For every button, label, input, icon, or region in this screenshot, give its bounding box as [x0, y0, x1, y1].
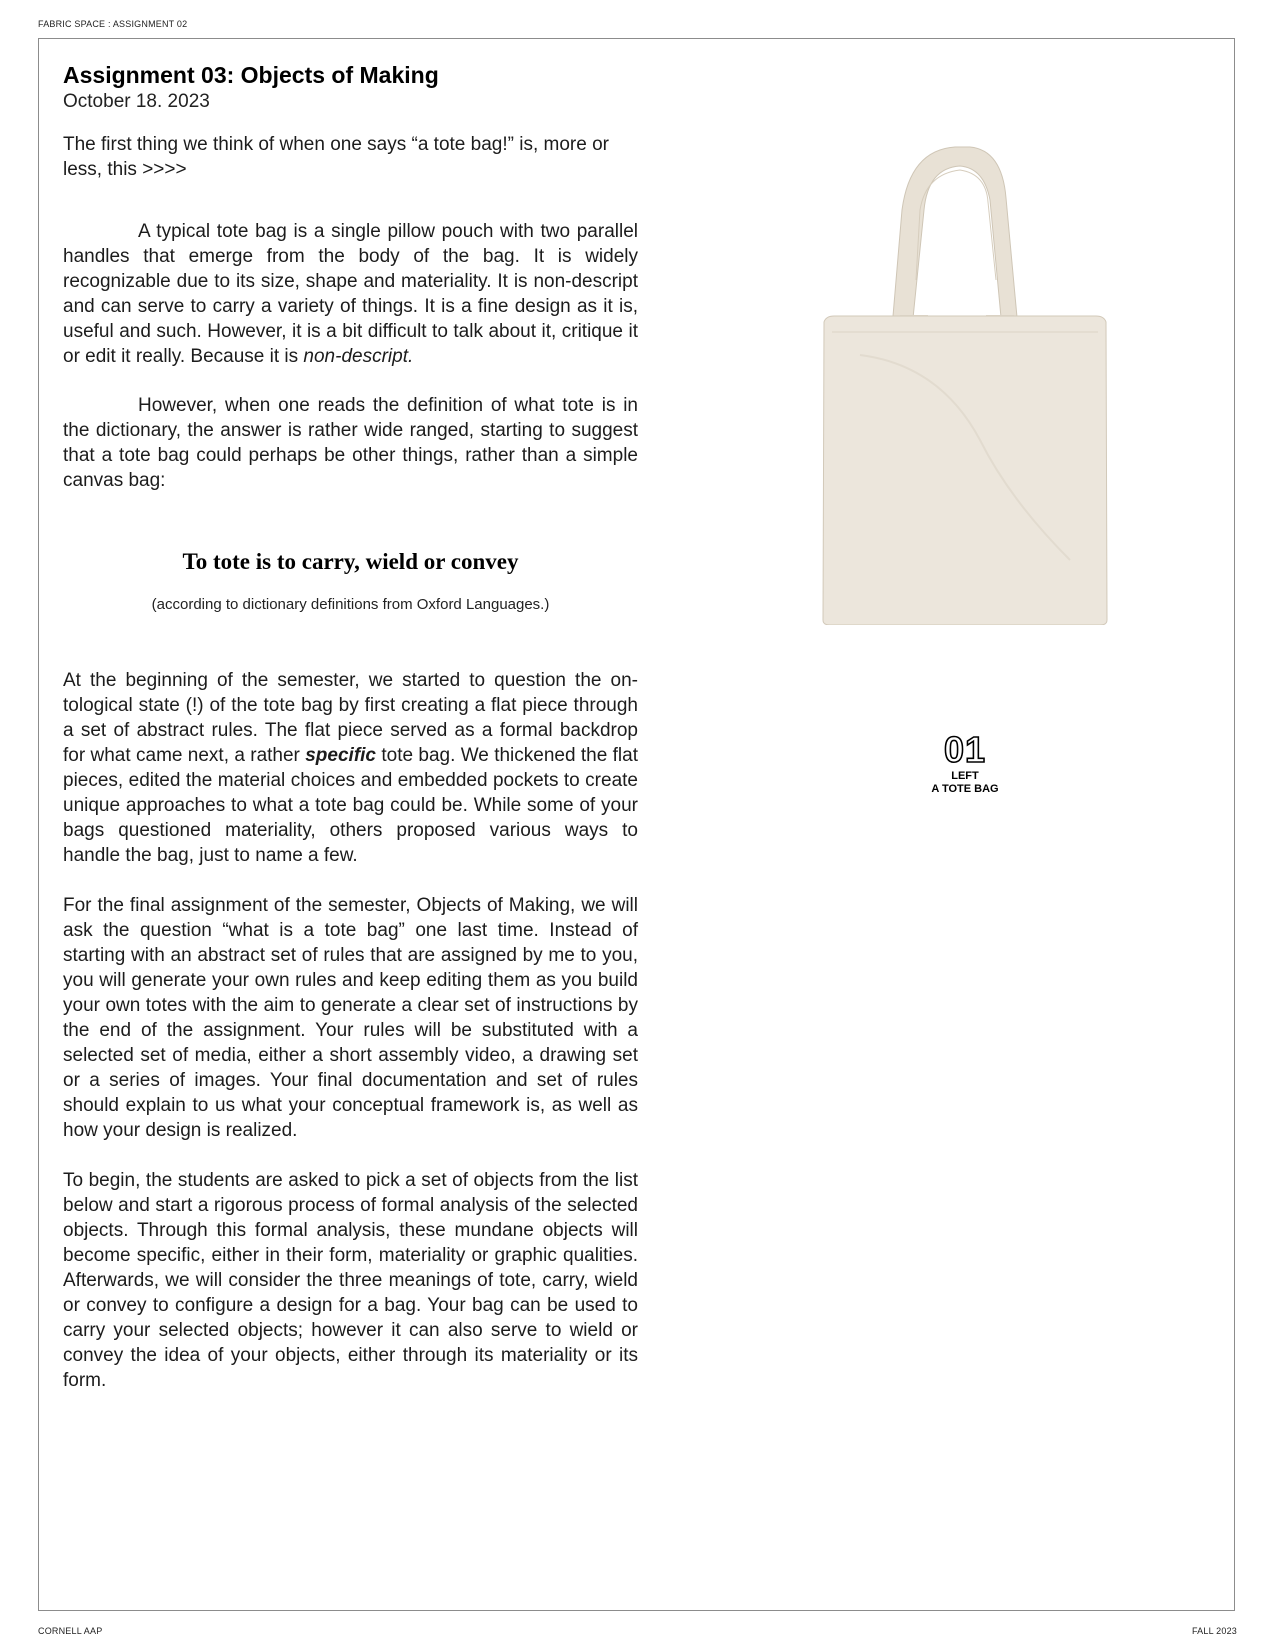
final-assignment-paragraph: For the final assignment of the semester, Objects of Making, we will ask the question “what is a tote bag” one last time. Instead of starting with an abstract set of rules that are assigned by me to you, you will generate your own rules and keep editing them as you build your own totes with the aim to generate a clear set of instructions by the end of the assignment. Your rules will be substituted with a selected set of media, either a short assembly video, a drawing set or a series of images. Your final documentation and set of rules should explain to us what your conceptual framework is, as well as how your design is realized.: [63, 895, 638, 1141]
typical-tote-paragraph: [63, 219, 638, 369]
non-descript-emphasis: non-descript.: [303, 346, 414, 367]
tote-bag-image: [820, 140, 1110, 625]
footer-term: FALL 2023: [1191, 1626, 1237, 1636]
running-header: FABRIC SPACE : ASSIGNMENT 02: [38, 19, 188, 29]
tote-bag-illustration: [820, 140, 1110, 625]
page-date: October 18. 2023: [63, 91, 210, 112]
specific-emphasis: specific: [305, 745, 376, 766]
footer-institution: CORNELL AAP: [38, 1626, 103, 1636]
semester-paragraph: [63, 668, 638, 868]
tote-definition-quote: To tote is to carry, wield or convey: [182, 549, 519, 574]
semester-text-before: At the beginning of the semester, we started to question the ontological state (!) of the tote bag by first creating a flat piece through a set of abstract rules. The flat piece served as a formal backdrop for what came next, a rather: [63, 670, 638, 766]
body-column: [63, 60, 638, 1393]
figure-number: 01: [943, 729, 987, 770]
figure-caption: [900, 730, 1030, 796]
figure-caption-text: A TOTE BAG: [931, 783, 999, 795]
page-title: Assignment 03: Objects of Making: [63, 62, 439, 88]
quote-source-note: (according to dictionary definitions from Oxford Languages.): [151, 596, 550, 613]
begin-paragraph: To begin, the students are asked to pick a set of objects from the list below and start a rigorous process of formal analysis of the selected objects. Through this formal analysis, these mundane objects will become specific, either in their form, materiality or graphic qualities. Afterwards, we will consider the three meanings of tote, carry, wield or convey to configure a design for a bag. Your bag can be used to carry your selected objects; however it can also serve to wield or convey the idea of your objects, either through its materiality or its form.: [63, 1170, 638, 1391]
intro-paragraph: The first thing we think of when one says “a tote bag!” is, more or less, this >>>>: [63, 134, 609, 180]
semester-text-after: tote bag. We thickened the flat pieces, edited the material choices and embedded pockets to create unique approaches to what a tote bag could be. While some of your bags questioned materiality, others proposed various ways to handle the bag, just to name a few.: [63, 745, 638, 866]
dictionary-paragraph: However, when one reads the definition of what tote is in the dictionary, the answer is rather wide ranged, starting to suggest that a tote bag could perhaps be other things, rather than a simple canvas bag:: [63, 395, 638, 491]
typical-tote-text: A typical tote bag is a single pillow pouch with two parallel handles that emerge from the body of the bag. It is widely recognizable due to its size, shape and materiality. It is non-descript and can serve to carry a variety of things. It is a fine design as it is, useful and such. However, it is a bit difficult to talk about it, critique it or edit it really. Because it is: [63, 221, 638, 367]
figure-position: LEFT: [951, 770, 979, 782]
